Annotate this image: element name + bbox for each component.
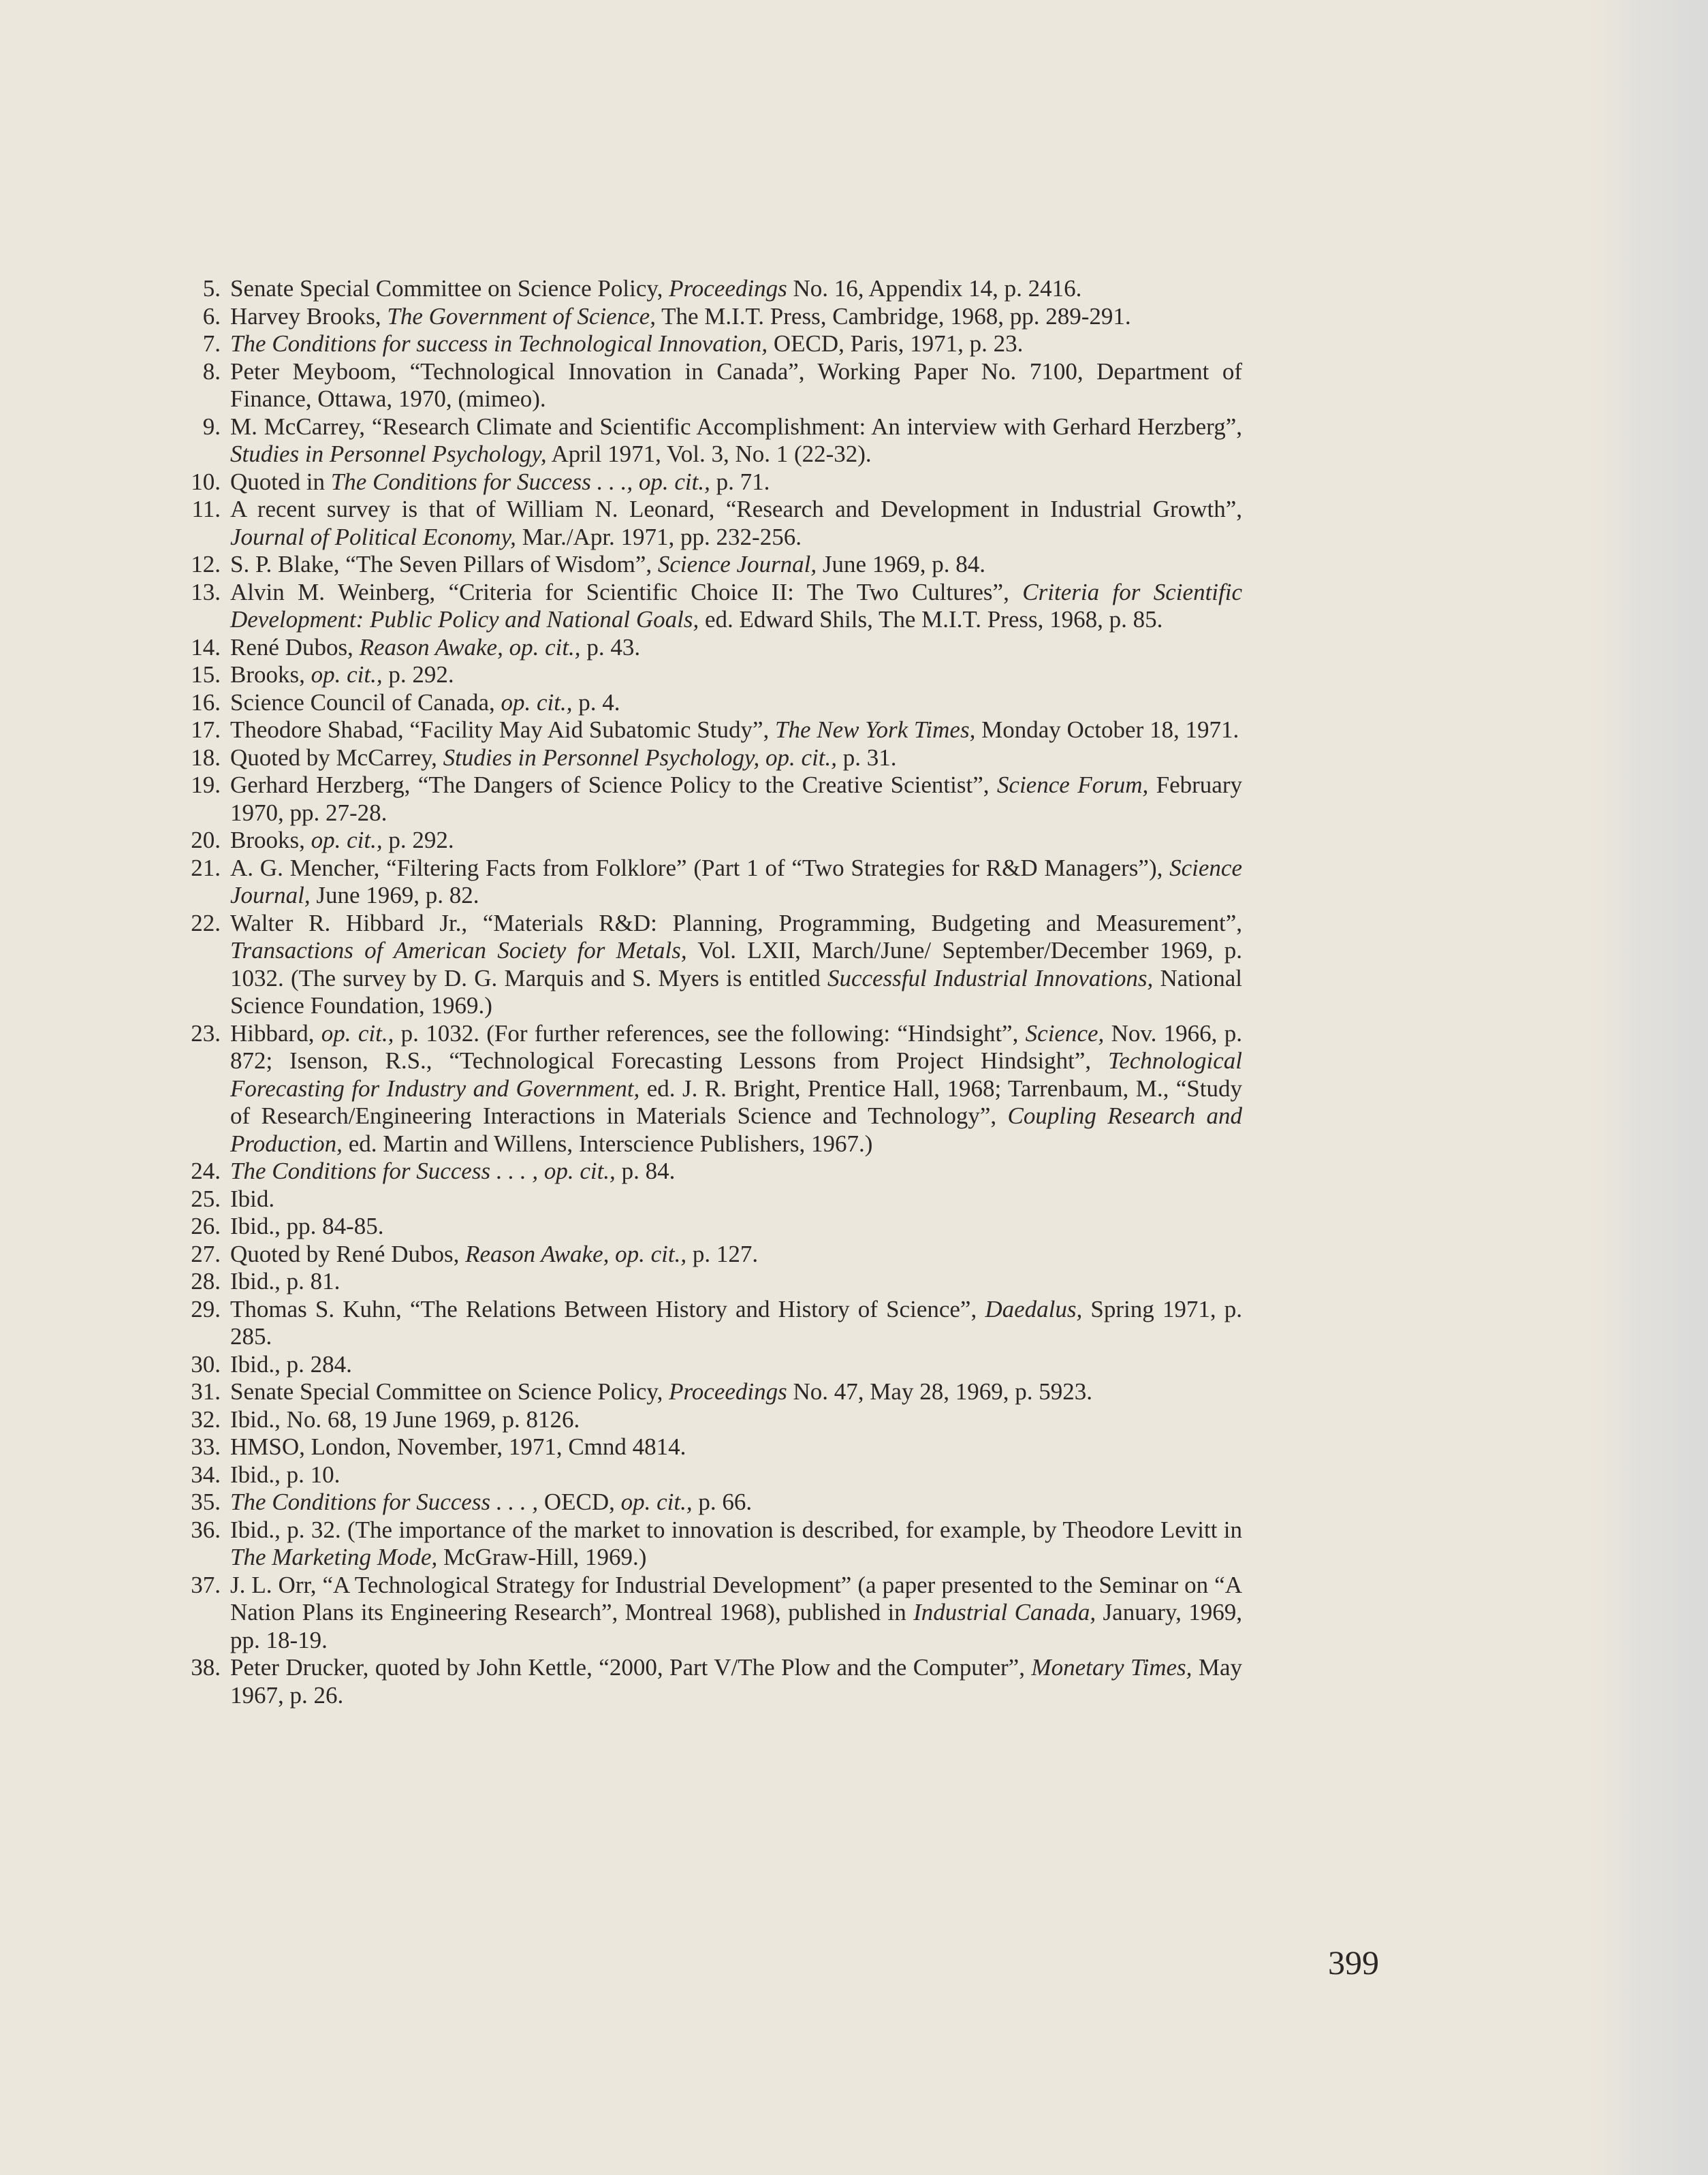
endnote-text-segment: p. 43. — [580, 633, 641, 661]
endnote-item — [178, 1241, 1242, 1269]
endnote-text — [230, 1517, 1242, 1572]
endnotes-list — [178, 275, 1242, 1709]
endnote-text-segment: S. P. Blake, “The Seven Pillars of Wisdom”, — [230, 551, 658, 577]
endnote-text — [230, 689, 1242, 717]
endnote-text — [230, 1406, 1242, 1434]
endnote-text-segment: René Dubos, — [230, 633, 360, 661]
endnote-number: 18. — [191, 744, 221, 771]
endnote-item — [178, 413, 1242, 469]
endnote-italic-segment: Industrial Canada, — [913, 1599, 1096, 1625]
endnote-italic-segment: Criteria for Scientific Development: Public Policy and National Goals, — [230, 578, 1243, 633]
endnote-text-segment: Ibid., p. 32. (The importance of the market to innovation is described, for example, by Theodore Levitt in — [230, 1516, 1242, 1543]
endnote-text-segment: Ibid., p. 284. — [230, 1350, 352, 1378]
endnote-number: 10. — [191, 468, 221, 495]
endnote-italic-segment: Science Journal, — [657, 551, 817, 577]
endnote-italic-segment: op. cit., — [501, 688, 573, 716]
endnote-text — [230, 1296, 1242, 1351]
endnote-text-segment: Hibbard, — [230, 1019, 321, 1047]
endnote-number: 36. — [191, 1516, 221, 1543]
endnote-number: 28. — [191, 1268, 221, 1295]
endnote-text-segment: Peter Drucker, quoted by John Kettle, “2000, Part V/The Plow and the Computer”, — [230, 1654, 1032, 1681]
endnote-text-segment: No. 47, May 28, 1969, p. 5923. — [787, 1378, 1092, 1405]
endnote-item — [178, 634, 1242, 662]
endnote-italic-segment: Science, — [1025, 1019, 1105, 1047]
endnote-text-segment: p. 66. — [692, 1489, 753, 1515]
endnote-item — [178, 1406, 1242, 1434]
endnote-text — [230, 1489, 1242, 1517]
endnote-number: 29. — [191, 1295, 221, 1322]
endnote-text-segment: ed. Edward Shils, The M.I.T. Press, 1968, p. 85. — [699, 606, 1163, 633]
endnote-text — [230, 1213, 1242, 1241]
endnote-text — [230, 661, 1242, 689]
endnote-italic-segment: Coupling Research and Production, — [230, 1102, 1242, 1157]
endnote-text-segment: Gerhard Herzberg, “The Dangers of Science Policy to the Creative Scientist”, — [230, 772, 997, 798]
endnote-text-segment: Quoted in — [230, 468, 331, 495]
endnote-text-segment: April 1971, Vol. 3, No. 1 (22-32). — [546, 441, 872, 467]
endnote-text-segment: Ibid., p. 81. — [230, 1268, 341, 1295]
endnote-item — [178, 661, 1242, 689]
endnote-text-segment: January, 1969, pp. 18-19. — [230, 1599, 1243, 1653]
endnote-text-segment: Alvin M. Weinberg, “Criteria for Scientific Choice II: The Two Cultures”, — [230, 578, 1023, 605]
endnote-text-segment: p. 71. — [710, 468, 770, 495]
endnote-text — [230, 1433, 1242, 1461]
endnote-italic-segment: The Government of Science, — [387, 302, 656, 330]
endnote-item — [178, 579, 1242, 634]
endnote-text — [230, 1654, 1242, 1709]
endnote-item — [178, 1213, 1242, 1241]
endnote-text-segment: ed. J. R. Bright, Prentice Hall, 1968; Tarrenbaum, M., “Study of Research/Engineering Interactions in Materials Science and Technology”, — [230, 1075, 1242, 1129]
endnote-number: 19. — [191, 772, 221, 798]
endnote-text-segment: p. 1032. (For further references, see the following: “Hindsight”, — [394, 1019, 1026, 1047]
endnote-italic-segment: op. cit., — [311, 827, 383, 853]
endnote-italic-segment: Transactions of American Society for Metals, — [230, 937, 687, 964]
endnote-text — [230, 413, 1242, 469]
endnote-text-segment: May 1967, p. 26. — [230, 1654, 1242, 1709]
endnote-item — [178, 469, 1242, 496]
endnote-italic-segment: Science Forum, — [996, 772, 1149, 798]
endnote-item — [178, 744, 1242, 772]
endnote-text — [230, 910, 1242, 1020]
endnote-text — [230, 358, 1242, 413]
endnote-item — [178, 1268, 1242, 1296]
endnote-italic-segment: Studies in Personnel Psychology, — [230, 441, 547, 467]
endnote-number: 22. — [191, 909, 221, 936]
endnote-italic-segment: Journal of Political Economy, — [230, 523, 516, 550]
endnote-number: 27. — [191, 1240, 221, 1267]
endnote-text — [230, 744, 1242, 772]
endnote-number: 31. — [191, 1378, 221, 1405]
page-number: 399 — [1328, 1943, 1379, 1982]
endnote-text-segment: p. 127. — [686, 1240, 759, 1267]
endnote-italic-segment: The New York Times, — [775, 716, 976, 743]
endnote-text-segment: Quoted by McCarrey, — [230, 744, 443, 771]
endnote-text — [230, 275, 1242, 303]
endnote-italic-segment: Successful Industrial Innovations, — [827, 964, 1154, 991]
endnote-number: 16. — [191, 688, 221, 716]
endnote-text-segment: ed. Martin and Willens, Interscience Publishers, 1967.) — [342, 1130, 873, 1157]
endnote-text-segment: Harvey Brooks, — [230, 302, 388, 330]
endnote-item — [178, 551, 1242, 579]
endnote-item — [178, 1351, 1242, 1379]
endnote-item — [178, 1020, 1242, 1158]
endnote-text-segment: Ibid., No. 68, 19 June 1969, p. 8126. — [230, 1406, 580, 1433]
endnote-item — [178, 1296, 1242, 1351]
endnote-text-segment: June 1969, p. 84. — [817, 551, 986, 577]
endnote-number: 32. — [191, 1406, 221, 1433]
endnote-italic-segment: The Conditions for Success . . . , — [230, 1489, 539, 1515]
endnote-text-segment: Theodore Shabad, “Facility May Aid Subatomic Study”, — [230, 716, 776, 743]
endnote-number: 37. — [191, 1571, 221, 1598]
endnote-number: 20. — [191, 827, 221, 853]
endnote-text-segment: A recent survey is that of William N. Leonard, “Research and Development in Industrial Growth”, — [230, 496, 1242, 522]
endnote-text-segment: J. L. Orr, “A Technological Strategy for Industrial Development” (a paper presented to the Seminar on “A Nation Plans its Engineering Research”, Montreal 1968), published in — [230, 1571, 1242, 1625]
endnote-item — [178, 1186, 1242, 1213]
endnote-text — [230, 1461, 1242, 1489]
endnote-text-segment: OECD, Paris, 1971, p. 23. — [768, 330, 1024, 357]
endnote-number: 8. — [202, 358, 221, 385]
endnote-text — [230, 1186, 1242, 1213]
endnote-number: 17. — [191, 716, 221, 743]
endnote-text-segment: p. 292. — [382, 827, 454, 853]
endnote-text — [230, 1378, 1242, 1406]
endnote-text — [230, 303, 1242, 331]
endnote-text-segment: February 1970, pp. 27-28. — [230, 772, 1242, 826]
endnote-text-segment: Vol. LXII, March/June/ September/December 1969, p. 1032. (The survey by D. G. Marquis and S. Myers is entitled — [230, 937, 1242, 991]
endnote-number: 26. — [191, 1213, 221, 1239]
endnote-item — [178, 910, 1242, 1020]
endnote-number: 6. — [202, 302, 221, 330]
endnote-text-segment: No. 16, Appendix 14, p. 2416. — [787, 275, 1082, 302]
endnote-number: 5. — [202, 275, 221, 302]
endnote-number: 9. — [202, 413, 221, 440]
endnote-text-segment: Brooks, — [230, 827, 311, 853]
endnote-item — [178, 1461, 1242, 1489]
endnote-item — [178, 1654, 1242, 1709]
endnote-text-segment: National Science Foundation, 1969.) — [230, 964, 1242, 1019]
endnote-text-segment: June 1969, p. 82. — [310, 882, 479, 908]
endnote-item — [178, 827, 1242, 855]
endnote-item — [178, 772, 1242, 827]
endnote-italic-segment: Daedalus, — [985, 1295, 1083, 1322]
endnote-text — [230, 855, 1242, 910]
endnote-italic-segment: op. cit., — [321, 1019, 394, 1047]
endnote-text — [230, 827, 1242, 855]
endnote-item — [178, 303, 1242, 331]
endnote-item — [178, 689, 1242, 717]
endnote-text — [230, 1020, 1242, 1158]
endnote-text — [230, 716, 1242, 744]
endnote-text — [230, 469, 1242, 496]
endnote-italic-segment: Proceedings — [669, 1378, 787, 1405]
endnote-number: 15. — [191, 661, 221, 688]
endnote-italic-segment: The Conditions for success in Technological Innovation, — [230, 330, 768, 357]
endnote-number: 30. — [191, 1350, 221, 1378]
endnote-number: 21. — [191, 854, 221, 881]
endnote-number: 7. — [202, 330, 221, 357]
endnote-text-segment: Peter Meyboom, “Technological Innovation in Canada”, Working Paper No. 7100, Department of Finance, Ottawa, 1970, (mimeo). — [230, 358, 1242, 412]
endnote-item — [178, 1572, 1242, 1655]
endnote-item — [178, 1433, 1242, 1461]
endnote-text-segment: Ibid., pp. 84-85. — [230, 1213, 384, 1239]
endnote-number: 11. — [191, 496, 221, 522]
endnote-italic-segment: Science Journal, — [230, 854, 1242, 908]
endnote-text — [230, 1572, 1242, 1655]
endnote-number: 33. — [191, 1433, 221, 1460]
endnote-italic-segment: op. cit., — [311, 661, 383, 688]
endnote-italic-segment: The Conditions for Success . . ., op. cit., — [330, 468, 710, 495]
endnote-number: 14. — [191, 633, 221, 661]
endnote-text — [230, 772, 1242, 827]
endnote-text — [230, 634, 1242, 662]
endnote-text-segment: Monday October 18, 1971. — [975, 716, 1239, 743]
endnote-item — [178, 275, 1242, 303]
endnote-text-segment: HMSO, London, November, 1971, Cmnd 4814. — [230, 1433, 686, 1460]
endnote-item — [178, 496, 1242, 551]
endnote-text-segment: Thomas S. Kuhn, “The Relations Between History and History of Science”, — [230, 1295, 985, 1322]
endnote-text — [230, 496, 1242, 551]
endnote-text — [230, 1158, 1242, 1186]
endnote-text-segment: Ibid. — [230, 1185, 275, 1212]
endnote-item — [178, 1489, 1242, 1517]
endnote-text — [230, 1268, 1242, 1296]
endnote-italic-segment: Proceedings — [669, 275, 787, 302]
endnote-italic-segment: Reason Awake, op. cit., — [465, 1240, 687, 1267]
endnote-number: 35. — [191, 1489, 221, 1515]
endnote-text-segment: p. 4. — [572, 688, 620, 716]
endnote-number: 23. — [191, 1019, 221, 1047]
endnote-italic-segment: Reason Awake, op. cit., — [359, 633, 581, 661]
endnote-italic-segment: Technological Forecasting for Industry and Government, — [230, 1047, 1242, 1102]
endnote-number: 34. — [191, 1461, 221, 1488]
endnote-item — [178, 330, 1242, 358]
endnote-italic-segment: Studies in Personnel Psychology, op. cit., — [443, 744, 838, 771]
endnote-item — [178, 1158, 1242, 1186]
endnote-text-segment: A. G. Mencher, “Filtering Facts from Folklore” (Part 1 of “Two Strategies for R&D Managers”), — [230, 854, 1170, 881]
endnote-text-segment: Nov. 1966, p. 872; Isenson, R.S., “Technological Forecasting Lessons from Project Hindsight”, — [230, 1019, 1242, 1074]
endnote-number: 25. — [191, 1185, 221, 1212]
endnote-item — [178, 855, 1242, 910]
endnote-text-segment: Brooks, — [230, 661, 311, 688]
page-edge-shadow — [1592, 0, 1708, 2175]
endnote-text-segment: Walter R. Hibbard Jr., “Materials R&D: Planning, Programming, Budgeting and Measurement”, — [230, 909, 1242, 936]
endnote-text-segment: Senate Special Committee on Science Policy, — [230, 1378, 669, 1405]
endnote-number: 13. — [191, 578, 221, 605]
endnote-text-segment: Quoted by René Dubos, — [230, 1240, 466, 1267]
endnote-italic-segment: Monetary Times, — [1031, 1654, 1192, 1681]
endnote-number: 38. — [191, 1654, 221, 1681]
endnote-item — [178, 716, 1242, 744]
endnote-text-segment: Senate Special Committee on Science Policy, — [230, 275, 669, 302]
endnote-text — [230, 1351, 1242, 1379]
endnote-text-segment: Spring 1971, p. 285. — [230, 1295, 1242, 1350]
endnote-text-segment: The M.I.T. Press, Cambridge, 1968, pp. 289-291. — [655, 302, 1131, 330]
endnote-text — [230, 579, 1242, 634]
endnote-text-segment: Ibid., p. 10. — [230, 1461, 341, 1488]
endnote-text — [230, 1241, 1242, 1269]
endnote-italic-segment: The Marketing Mode, — [230, 1544, 438, 1570]
endnote-text — [230, 551, 1242, 579]
endnote-text — [230, 330, 1242, 358]
endnote-text-segment: p. 31. — [837, 744, 897, 771]
endnote-italic-segment: The Conditions for Success . . . , op. cit., — [230, 1158, 616, 1184]
endnote-text-segment: McGraw-Hill, 1969.) — [437, 1544, 647, 1570]
endnote-item — [178, 358, 1242, 413]
endnote-item — [178, 1517, 1242, 1572]
endnote-text-segment: p. 84. — [615, 1158, 676, 1184]
endnote-number: 24. — [191, 1158, 221, 1184]
endnote-text-segment: OECD, — [538, 1489, 621, 1515]
endnote-text-segment: Science Council of Canada, — [230, 688, 501, 716]
endnote-text-segment: Mar./Apr. 1971, pp. 232-256. — [516, 523, 802, 550]
endnote-text-segment: M. McCarrey, “Research Climate and Scientific Accomplishment: An interview with Gerhard Herzberg”, — [230, 413, 1242, 440]
endnote-text-segment: p. 292. — [382, 661, 454, 688]
endnote-item — [178, 1378, 1242, 1406]
endnote-italic-segment: op. cit., — [620, 1489, 693, 1515]
endnote-number: 12. — [191, 551, 221, 577]
